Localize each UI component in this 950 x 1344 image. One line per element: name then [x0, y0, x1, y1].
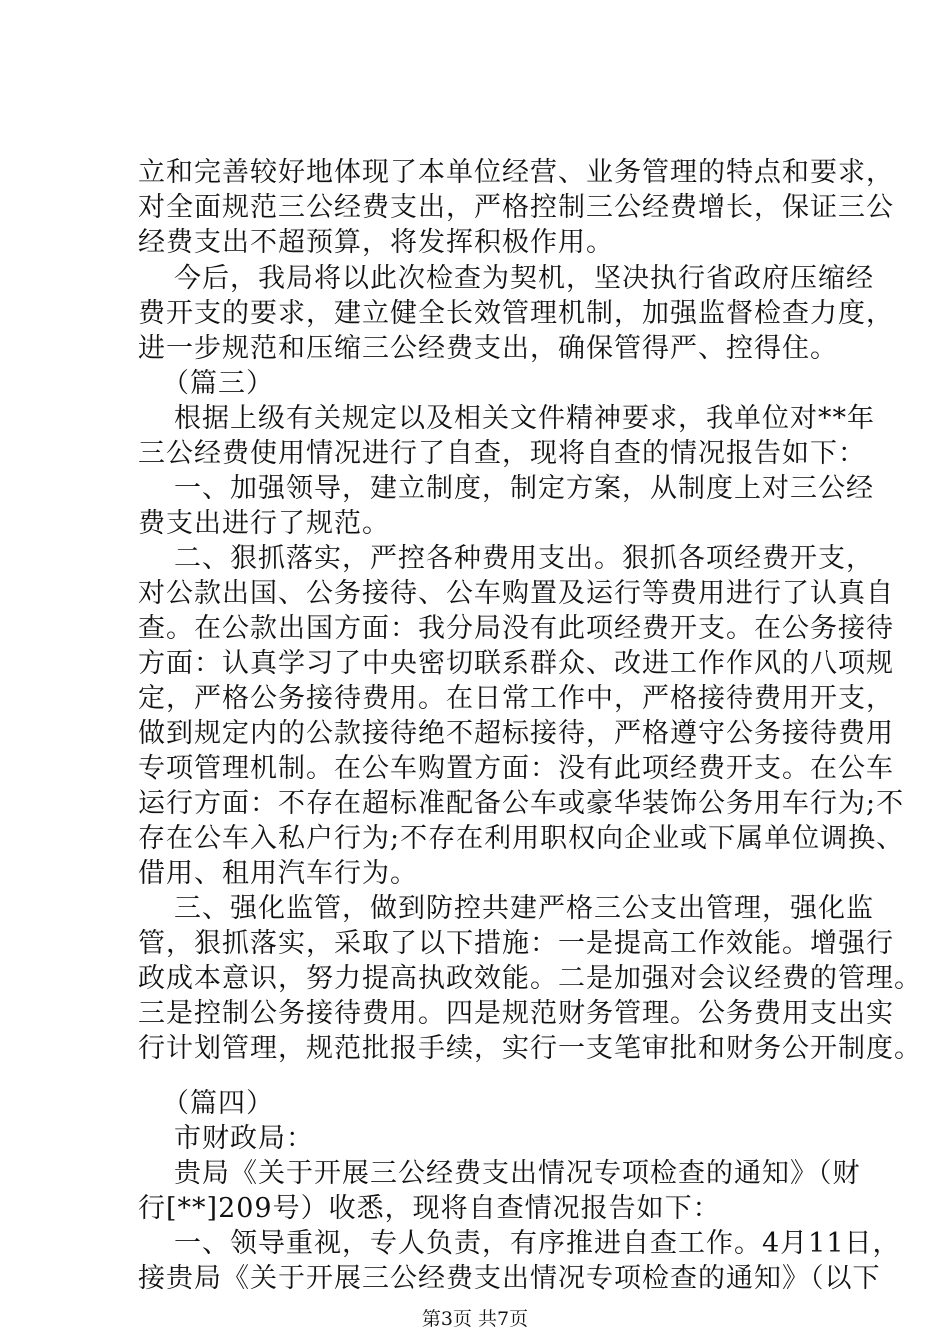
text-line: 借用、租用汽车行为。: [138, 858, 418, 889]
text-line: 今后，我局将以此次检查为契机，坚决执行省政府压缩经: [174, 263, 874, 294]
text-line: 管，狠抓落实，采取了以下措施：一是提高工作效能。增强行: [138, 928, 894, 959]
text-line: 政成本意识，努力提高执政效能。二是加强对会议经费的管理。: [138, 963, 922, 994]
text-line: 贵局《关于开展三公经费支出情况专项检查的通知》（财: [174, 1158, 861, 1189]
text-line: 三公经费使用情况进行了自查，现将自查的情况报告如下：: [138, 438, 866, 469]
text-line: 进一步规范和压缩三公经费支出，确保管得严、控得住。: [138, 333, 838, 364]
text-line: 费开支的要求，建立健全长效管理机制，加强监督检查力度，: [138, 298, 894, 329]
text-line: 一、加强领导，建立制度，制定方案，从制度上对三公经: [174, 473, 874, 504]
text-line: 行[**]209号）收悉，现将自查情况报告如下：: [138, 1193, 721, 1224]
text-line: 方面：认真学习了中央密切联系群众、改进工作作风的八项规: [138, 648, 894, 679]
text-line: 市财政局：: [174, 1123, 314, 1154]
text-line: 费支出进行了规范。: [138, 508, 390, 539]
text-line: 运行方面：不存在超标准配备公车或豪华装饰公务用车行为;不: [138, 788, 905, 819]
text-line: 根据上级有关规定以及相关文件精神要求，我单位对**年: [174, 403, 875, 434]
text-line: 立和完善较好地体现了本单位经营、业务管理的特点和要求，: [138, 157, 894, 188]
text-line: 存在公车入私户行为;不存在利用职权向企业或下属单位调换、: [138, 823, 905, 854]
page-footer: 第3页 共7页: [421, 1308, 529, 1330]
text-line: 接贵局《关于开展三公经费支出情况专项检查的通知》（以下: [138, 1263, 881, 1294]
text-line: 行计划管理，规范批报手续，实行一支笔审批和财务公开制度。: [138, 1033, 922, 1064]
text-line: （篇三）: [162, 368, 274, 399]
text-line: 对全面规范三公经费支出，严格控制三公经费增长，保证三公: [138, 192, 894, 223]
text-line: 三是控制公务接待费用。四是规范财务管理。公务费用支出实: [138, 998, 894, 1029]
text-line: 二、狠抓落实，严控各种费用支出。狠抓各项经费开支，: [174, 543, 874, 574]
text-line: 查。在公款出国方面：我分局没有此项经费开支。在公务接待: [138, 613, 894, 644]
text-line: （篇四）: [162, 1088, 274, 1119]
text-line: 一、领导重视，专人负责，有序推进自查工作。4月11日，: [174, 1228, 901, 1259]
text-line: 专项管理机制。在公车购置方面：没有此项经费开支。在公车: [138, 753, 894, 784]
text-line: 对公款出国、公务接待、公车购置及运行等费用进行了认真自: [138, 578, 894, 609]
text-line: 三、强化监管，做到防控共建严格三公支出管理，强化监: [174, 893, 874, 924]
text-line: 经费支出不超预算，将发挥积极作用。: [138, 227, 614, 258]
text-line: 定，严格公务接待费用。在日常工作中，严格接待费用开支，: [138, 683, 894, 714]
text-line: 做到规定内的公款接待绝不超标接待，严格遵守公务接待费用: [138, 718, 894, 749]
